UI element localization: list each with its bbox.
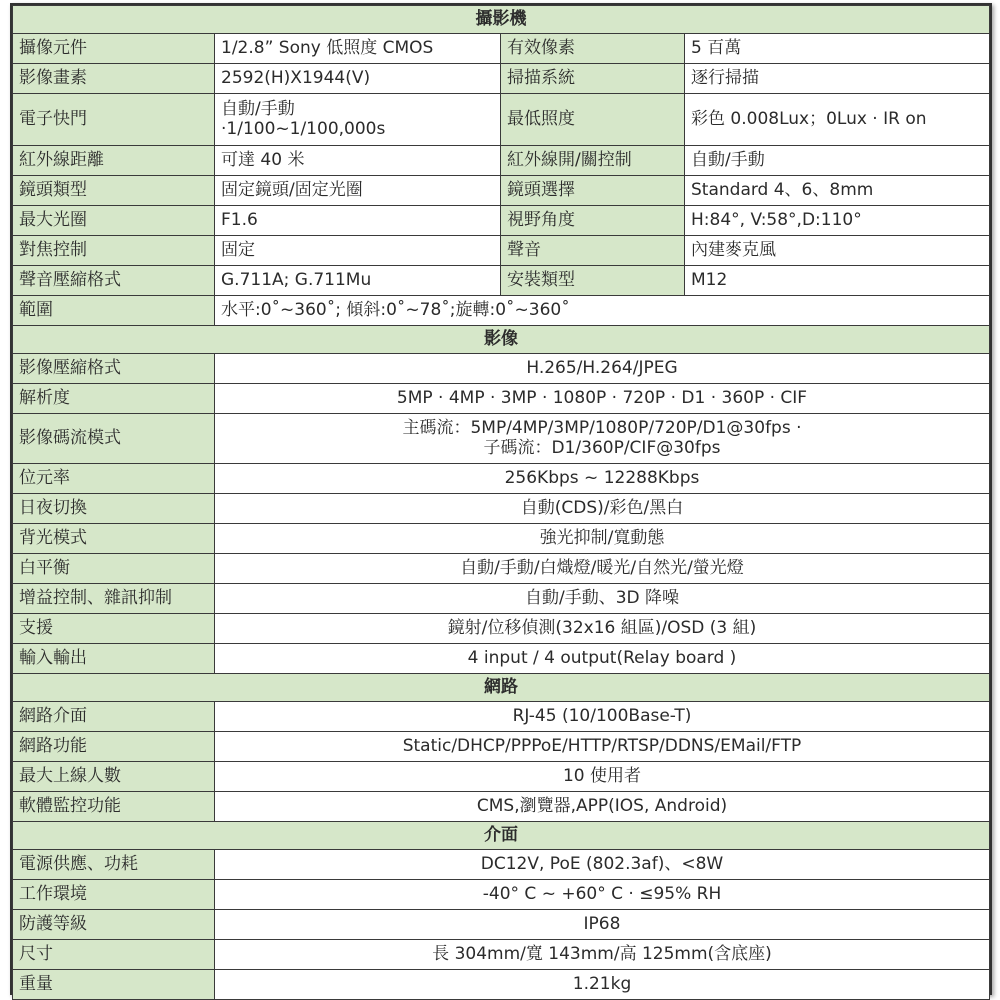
- table-row: [13, 644, 990, 674]
- section-header-interface: [13, 822, 990, 850]
- section-header-camera: [13, 6, 990, 34]
- section-title: 網路: [13, 674, 990, 702]
- row-value: 自動(CDS)/彩色/黑白: [215, 494, 990, 524]
- row-value: 1.21kg: [215, 970, 990, 1000]
- row-label: 最大上線人數: [13, 762, 215, 792]
- table-row: [13, 296, 990, 326]
- row-label: 軟體監控功能: [13, 792, 215, 822]
- row-label: 最低照度: [501, 94, 685, 146]
- row-value: H.265/H.264/JPEG: [215, 354, 990, 384]
- row-label: 輸入輸出: [13, 644, 215, 674]
- row-label: 電源供應、功耗: [13, 850, 215, 880]
- row-value: 256Kbps ~ 12288Kbps: [215, 464, 990, 494]
- row-label: 範圍: [13, 296, 215, 326]
- row-label: 增益控制、雜訊抑制: [13, 584, 215, 614]
- row-label: 影像壓縮格式: [13, 354, 215, 384]
- row-label: 視野角度: [501, 206, 685, 236]
- spec-table: [12, 5, 990, 1000]
- row-label: 鏡頭類型: [13, 176, 215, 206]
- row-label: 最大光圈: [13, 206, 215, 236]
- spec-sheet: [10, 3, 992, 995]
- row-value: 逐行掃描: [685, 64, 990, 94]
- row-label: 紅外線距離: [13, 146, 215, 176]
- row-value: 強光抑制/寬動態: [215, 524, 990, 554]
- row-value: 1/2.8” Sony 低照度 CMOS: [215, 34, 501, 64]
- row-value-line: 自動/手動: [221, 98, 295, 119]
- row-label: 位元率: [13, 464, 215, 494]
- table-row: [13, 524, 990, 554]
- section-header-video: [13, 326, 990, 354]
- row-value: 固定: [215, 236, 501, 266]
- table-row: [13, 266, 990, 296]
- row-value: 水平:0˚~360˚; 傾斜:0˚~78˚;旋轉:0˚~360˚: [215, 296, 990, 326]
- row-value: 內建麥克風: [685, 236, 990, 266]
- row-value: CMS,瀏覽器,APP(IOS, Android): [215, 792, 990, 822]
- table-row: [13, 34, 990, 64]
- row-label: 影像畫素: [13, 64, 215, 94]
- row-label: 聲音壓縮格式: [13, 266, 215, 296]
- row-label: 影像碼流模式: [13, 414, 215, 464]
- table-row: [13, 236, 990, 266]
- table-row: [13, 702, 990, 732]
- row-value: Static/DHCP/PPPoE/HTTP/RTSP/DDNS/EMail/FTP: [215, 732, 990, 762]
- table-row: [13, 384, 990, 414]
- row-value: 2592(H)X1944(V): [215, 64, 501, 94]
- row-value: [215, 94, 501, 146]
- row-value: 10 使用者: [215, 762, 990, 792]
- section-title: 影像: [13, 326, 990, 354]
- row-label: 對焦控制: [13, 236, 215, 266]
- row-value: F1.6: [215, 206, 501, 236]
- row-label: 解析度: [13, 384, 215, 414]
- row-value: 鏡射/位移偵測(32x16 組區)/OSD (3 組): [215, 614, 990, 644]
- table-row: [13, 762, 990, 792]
- table-row: [13, 910, 990, 940]
- row-value: M12: [685, 266, 990, 296]
- table-row: [13, 414, 990, 464]
- row-label: 聲音: [501, 236, 685, 266]
- row-label: 安裝類型: [501, 266, 685, 296]
- row-label: 鏡頭選擇: [501, 176, 685, 206]
- table-row: [13, 206, 990, 236]
- row-label: 白平衡: [13, 554, 215, 584]
- row-label: 背光模式: [13, 524, 215, 554]
- row-value: 5MP · 4MP · 3MP · 1080P · 720P · D1 · 360P · CIF: [215, 384, 990, 414]
- row-value-line: 子碼流：D1/360P/CIF@30fps: [483, 437, 721, 458]
- row-label: 電子快門: [13, 94, 215, 146]
- section-title: 攝影機: [13, 6, 990, 34]
- row-value: 自動/手動/白熾燈/暖光/自然光/螢光燈: [215, 554, 990, 584]
- table-row: [13, 176, 990, 206]
- row-label: 掃描系統: [501, 64, 685, 94]
- row-value: [215, 414, 990, 464]
- section-title: 介面: [13, 822, 990, 850]
- table-row: [13, 64, 990, 94]
- row-label: 攝像元件: [13, 34, 215, 64]
- row-label: 防護等級: [13, 910, 215, 940]
- row-label: 工作環境: [13, 880, 215, 910]
- row-value-line: ·1/100~1/100,000s: [221, 118, 386, 139]
- row-value: G.711A; G.711Mu: [215, 266, 501, 296]
- row-value: DC12V, PoE (802.3af)、<8W: [215, 850, 990, 880]
- row-value-line: 主碼流：5MP/4MP/3MP/1080P/720P/D1@30fps ·: [402, 417, 802, 438]
- row-value: 彩色 0.008Lux；0Lux · IR on: [685, 94, 990, 146]
- row-value: 固定鏡頭/固定光圈: [215, 176, 501, 206]
- table-row: [13, 850, 990, 880]
- table-row: [13, 584, 990, 614]
- table-row: [13, 940, 990, 970]
- table-row: [13, 146, 990, 176]
- row-value: 5 百萬: [685, 34, 990, 64]
- row-value: RJ-45 (10/100Base-T): [215, 702, 990, 732]
- row-value: 自動/手動: [685, 146, 990, 176]
- row-value: Standard 4、6、8mm: [685, 176, 990, 206]
- row-label: 重量: [13, 970, 215, 1000]
- row-label: 支援: [13, 614, 215, 644]
- table-row: [13, 880, 990, 910]
- table-row: [13, 732, 990, 762]
- table-row: [13, 94, 990, 146]
- table-row: [13, 554, 990, 584]
- row-value: 自動/手動、3D 降噪: [215, 584, 990, 614]
- table-row: [13, 354, 990, 384]
- row-label: 網路功能: [13, 732, 215, 762]
- table-row: [13, 792, 990, 822]
- row-label: 尺寸: [13, 940, 215, 970]
- row-label: 有效像素: [501, 34, 685, 64]
- row-value: H:84°, V:58°,D:110°: [685, 206, 990, 236]
- table-row: [13, 614, 990, 644]
- section-header-network: [13, 674, 990, 702]
- row-label: 紅外線開/關控制: [501, 146, 685, 176]
- table-row: [13, 494, 990, 524]
- table-row: [13, 970, 990, 1000]
- row-value: 長 304mm/寬 143mm/高 125mm(含底座): [215, 940, 990, 970]
- row-value: IP68: [215, 910, 990, 940]
- row-value: -40° C ~ +60° C · ≤95% RH: [215, 880, 990, 910]
- row-value: 4 input / 4 output(Relay board ): [215, 644, 990, 674]
- table-row: [13, 464, 990, 494]
- row-label: 網路介面: [13, 702, 215, 732]
- row-value: 可達 40 米: [215, 146, 501, 176]
- row-label: 日夜切換: [13, 494, 215, 524]
